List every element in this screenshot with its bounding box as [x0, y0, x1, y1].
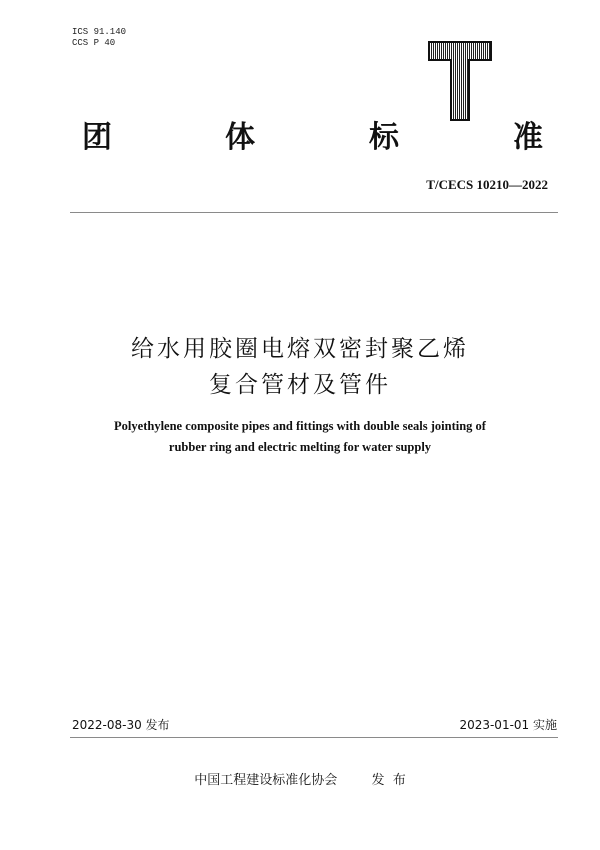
publisher-action: 发 布 — [371, 773, 406, 788]
standard-type-logo — [425, 40, 495, 122]
issue-date: 2022-08-30 发布 — [72, 718, 170, 732]
publisher — [0, 769, 600, 788]
title-en-line2: rubber ring and electric melting for water supply — [168, 440, 432, 454]
publisher-org: 中国工程建设标准化协会 — [194, 773, 338, 788]
title-en — [60, 416, 540, 458]
classification-codes — [72, 27, 126, 49]
title-en-line1: Polyethylene composite pipes and fittings with double seals jointing of — [114, 419, 486, 433]
standard-category-heading — [82, 112, 552, 156]
heading-char-2: 体 — [225, 120, 255, 155]
top-divider — [70, 212, 558, 213]
heading-char-1: 团 — [82, 120, 112, 155]
title-cn-line1: 给水用胶圈电熔双密封聚乙烯 — [131, 336, 469, 362]
bottom-divider — [70, 737, 558, 738]
title-cn-line2: 复合管材及管件 — [209, 372, 391, 398]
big-t-icon — [425, 40, 495, 122]
heading-char-3: 标 — [369, 120, 399, 155]
heading-char-4: 准 — [513, 120, 543, 155]
implementation-date: 2023-01-01 实施 — [459, 718, 557, 732]
ccs-code: CCS P 40 — [72, 38, 116, 48]
standard-code: T/CECS 10210—2022 — [426, 177, 548, 192]
ics-code: ICS 91.140 — [72, 27, 127, 37]
